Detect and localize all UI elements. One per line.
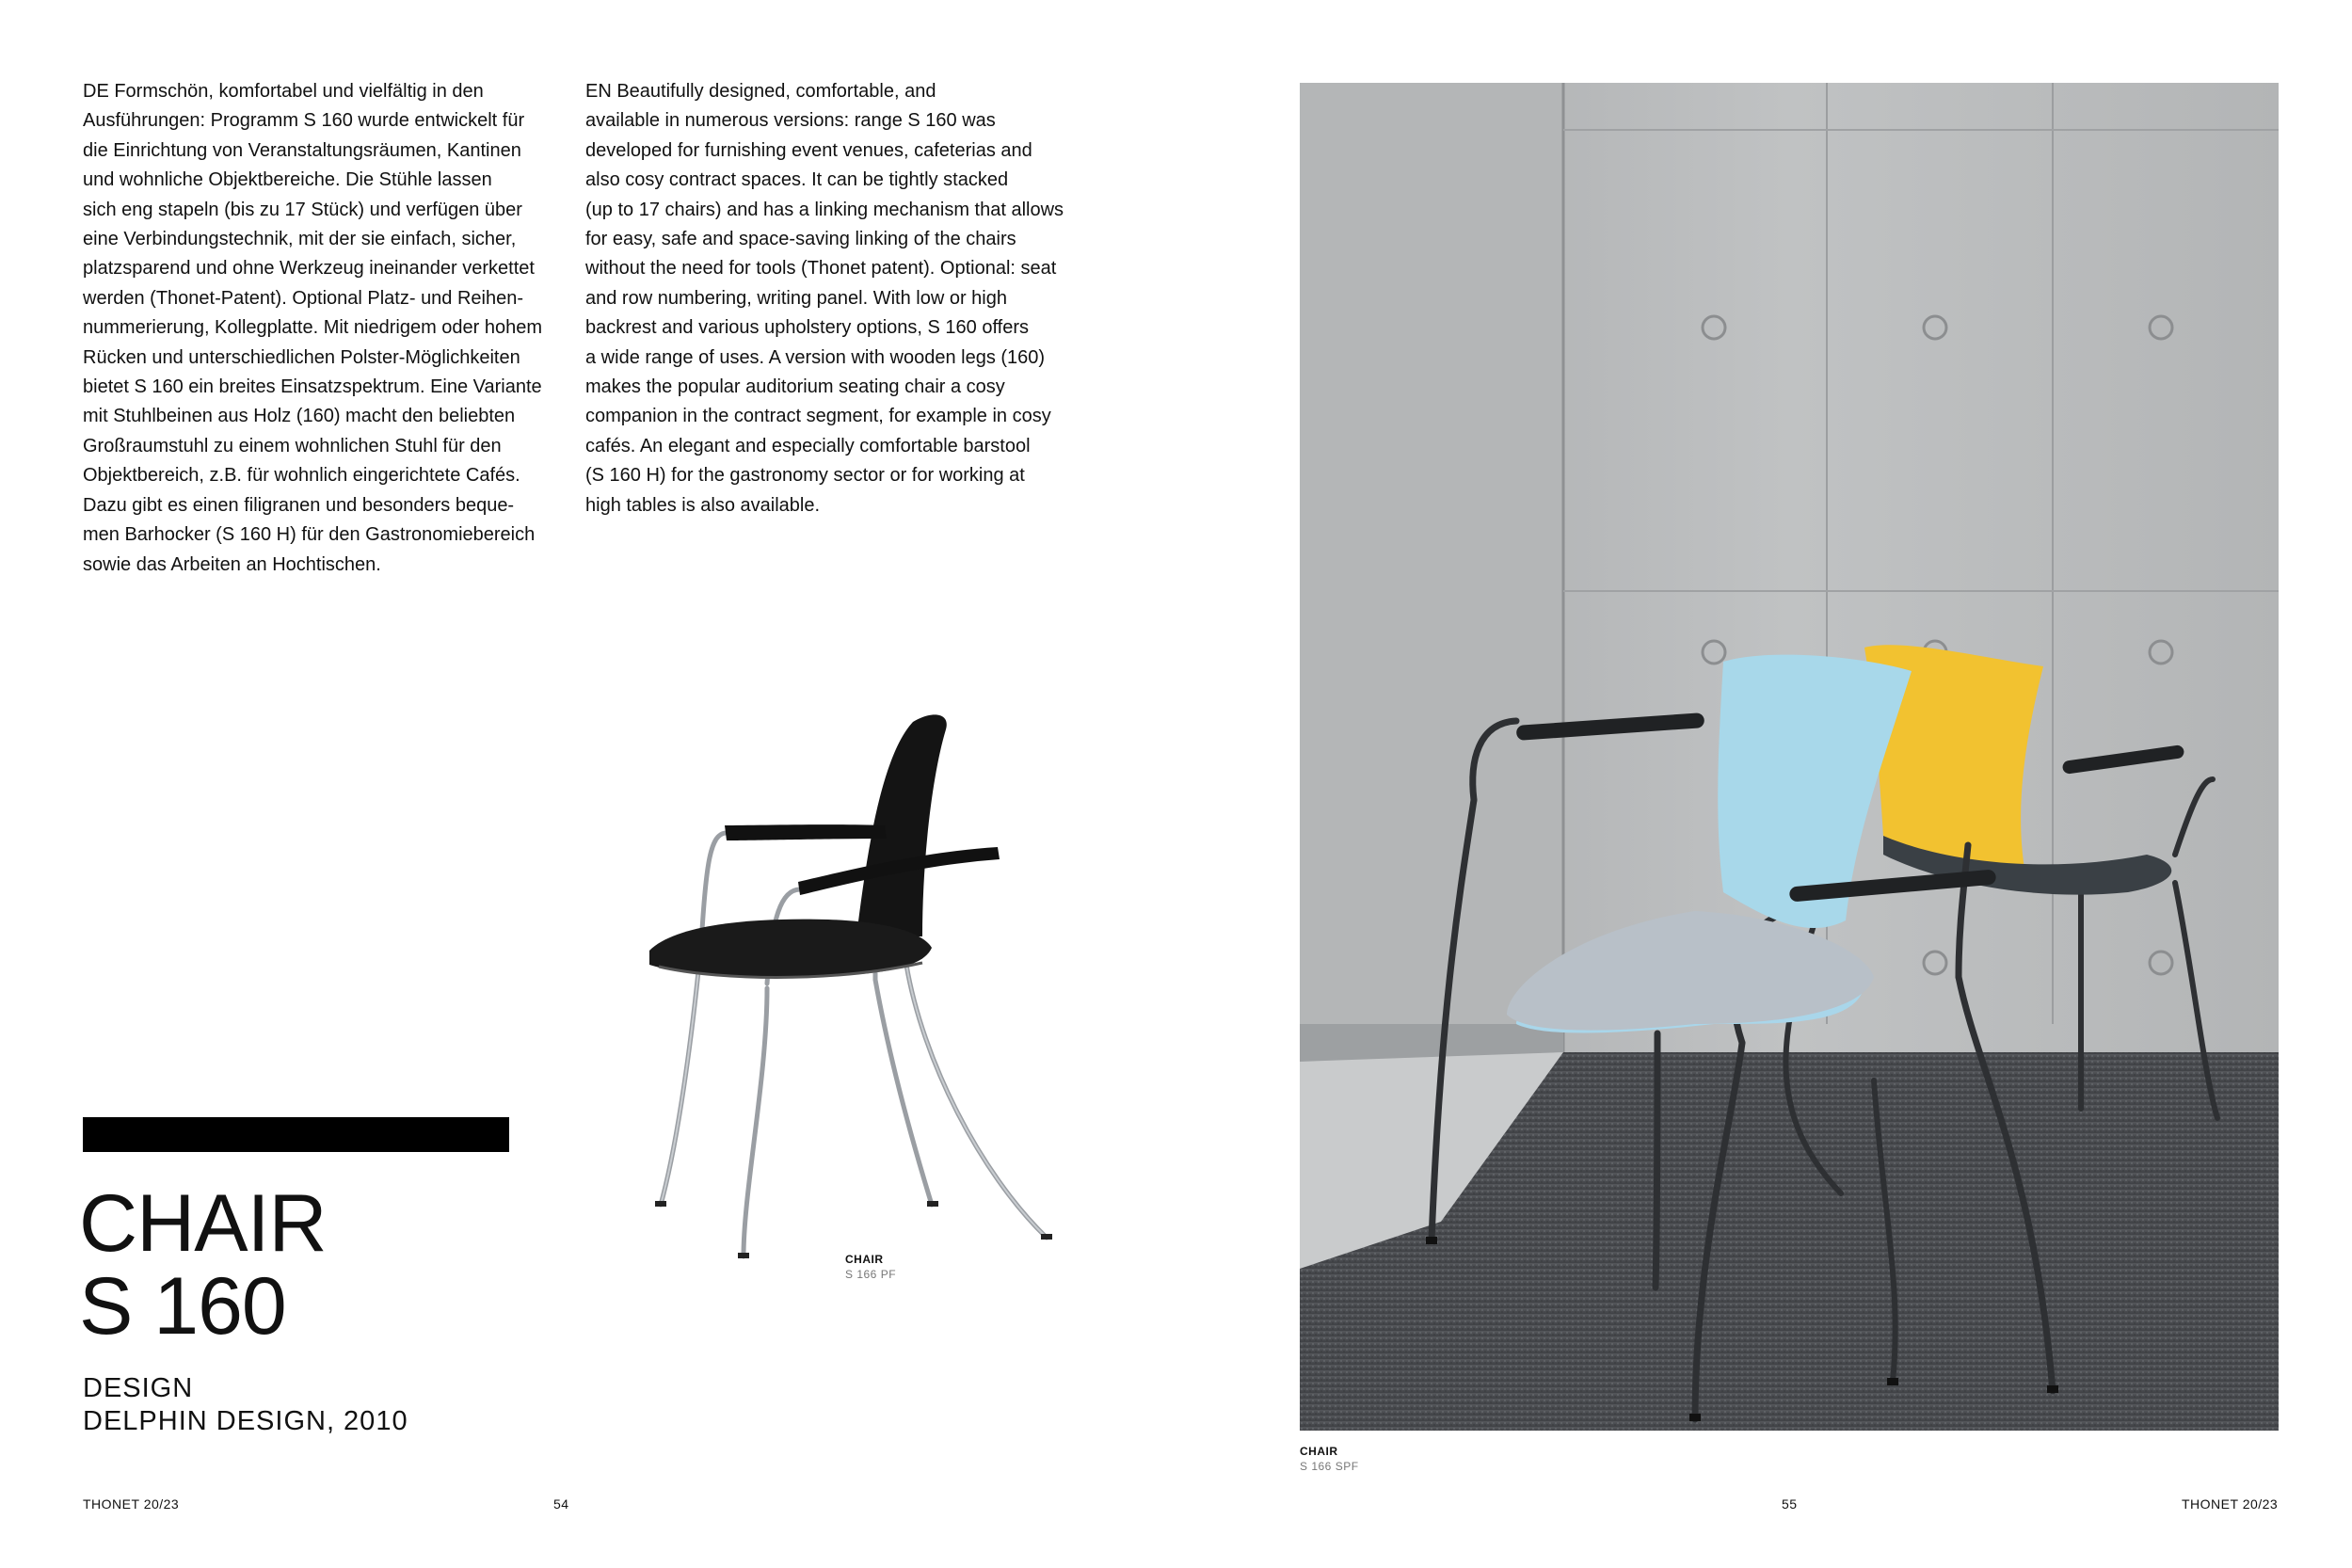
body-text-german: DE Formschön, komfortabel und vielfältig in den Ausführungen: Programm S 160 wurde entwickelt für die Einrichtung von Veranstaltungsräumen, Kantinen und wohnliche Objektbereiche. Die Stühle lassen sich eng stapeln (bis zu 17 Stück) und verfügen über eine Verbindungstechnik, mit der sie einfach, sicher, platzsparend und ohne Werkzeug ineinander verkettet werden (Thonet-Patent). Optional Platz- und Reihen- nummerierung, Kollegplatte. Mit niedrigem oder hohem Rücken und unterschiedlichen Polster-Möglichkeiten bietet S 160 ein breites Einsatzspektrum. Eine Variante mit Stuhlbeinen aus Holz (160) macht den beliebten Großraumstuhl zu einem wohnlichen Stuhl für den Objektbereich, z.B. für wohnlich eingerichtete Cafés. Dazu gibt es einen filigranen und besonders beque- men Barhocker (S 160 H) für den Gastronomiebereich sowie das Arbeiten an Hochtischen. [83, 81, 543, 575]
black-chair-image [640, 701, 1054, 1266]
design-label: DESIGN [83, 1373, 194, 1403]
caption-sub-right: S 166 SPF [1300, 1460, 1359, 1473]
design-credit: DELPHIN DESIGN, 2010 [83, 1406, 408, 1436]
caption-title-left: CHAIR [845, 1253, 884, 1266]
chairs-photo [1300, 83, 2279, 1431]
body-text-english: EN Beautifully designed, comfortable, and available in numerous versions: range S 160 was developed for furnishing event venues, cafeterias and also cosy contract spaces. It can be tightly stacked (up to 17 chairs) and has a linking mechanism that allows for easy, safe and space-saving linking of the chairs without the need for tools (Thonet patent). Optional: seat and row numbering, writing panel. With low or high backrest and various upholstery options, S 160 offers a wide range of uses. A version with wooden legs (160) makes the popular auditorium seating chair a cosy companion in the contract segment, for example in cosy cafés. An elegant and especially comfortable barstool (S 160 H) for the gastronomy sector or for working at high tables is also available. [585, 81, 1064, 516]
page-title-line1: CHAIR [79, 1178, 327, 1269]
page-number-left: 54 [553, 1496, 569, 1512]
page-number-right: 55 [1782, 1496, 1798, 1512]
footer-brand-left: THONET 20/23 [83, 1496, 180, 1512]
caption-sub-left: S 166 PF [845, 1268, 897, 1281]
title-bar [83, 1117, 509, 1152]
footer-brand-right: THONET 20/23 [2182, 1496, 2279, 1512]
caption-title-right: CHAIR [1300, 1445, 1338, 1458]
photo-scene [1300, 83, 2279, 1431]
page-title-line2: S 160 [79, 1261, 286, 1352]
